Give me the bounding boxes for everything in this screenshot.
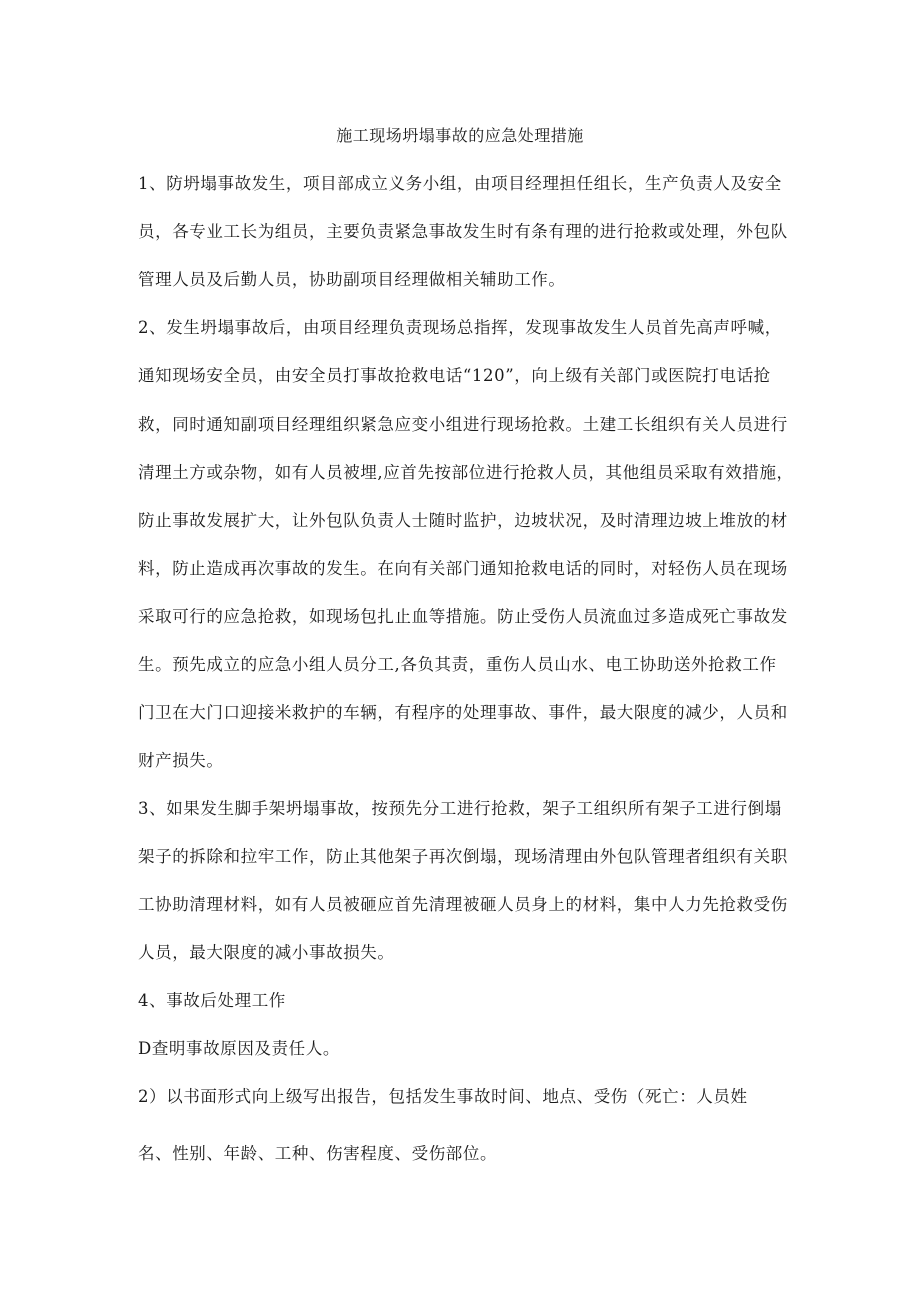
text-line: 1、防坍塌事故发生，项目部成立义务小组，由项目经理担任组长，生产负责人及安全 <box>138 174 782 193</box>
text-line: 清理土方或杂物，如有人员被埋,应首先按部位进行抢救人员，其他组员采取有效措施， <box>138 463 794 482</box>
text-line: 架子的拆除和拉牢工作，防止其他架子再次倒塌，现场清理由外包队管理者组织有关职 <box>138 847 788 866</box>
text-line: 采取可行的应急抢救，如现场包扎止血等措施。防止受伤人员流血过多造成死亡事故发 <box>138 607 788 626</box>
section-heading: 4、事故后处理工作 <box>138 991 286 1010</box>
text-line: 财产损失。 <box>138 751 224 770</box>
text-line: 生。预先成立的应急小组人员分工,各负其责，重伤人员山水、电工协助送外抢救工作 <box>138 655 777 674</box>
text-line: 3、如果发生脚手架坍塌事故，按预先分工进行抢救，架子工组织所有架子工进行倒塌 <box>138 799 782 818</box>
list-item: 2）以书面形式向上级写出报告，包括发生事故时间、地点、受伤（死亡：人员姓 <box>138 1087 748 1106</box>
text-line: 防止事故发展扩大，让外包队负责人士随时监护，边坡状况，及时清理边坡上堆放的材 <box>138 511 788 530</box>
document-title: 施工现场坍塌事故的应急处理措施 <box>336 126 584 145</box>
text-line: 2、发生坍塌事故后，由项目经理负责现场总指挥，发现事故发生人员首先高声呼喊， <box>138 318 782 337</box>
text-line: 门卫在大门口迎接米救护的车辆，有程序的处理事故、事件，最大限度的减少，人员和 <box>138 703 788 722</box>
text-line: 员，各专业工长为组员，主要负责紧急事故发生时有条有理的进行抢救或处理，外包队 <box>138 222 788 241</box>
text-line: 名、性别、年龄、工种、伤害程度、受伤部位。 <box>138 1144 498 1163</box>
text-line: 料，防止造成再次事故的发生。在向有关部门通知抢救电话的同时，对轻伤人员在现场 <box>138 559 788 578</box>
text-line: 救，同时通知副项目经理组织紧急应变小组进行现场抢救。土建工长组织有关人员进行 <box>138 415 788 434</box>
text-line: 通知现场安全员，由安全员打事故抢救电话“120”，向上级有关部门或医院打电话抢 <box>138 366 771 385</box>
text-line: 管理人员及后勤人员，协助副项目经理做相关辅助工作。 <box>138 270 566 289</box>
text-line: 工协助清理材料，如有人员被砸应首先清理被砸人员身上的材料，集中人力先抢救受伤 <box>138 895 788 914</box>
list-item: D查明事故原因及责任人。 <box>138 1039 340 1058</box>
text-line: 人员，最大限度的减小事故损失。 <box>138 943 395 962</box>
